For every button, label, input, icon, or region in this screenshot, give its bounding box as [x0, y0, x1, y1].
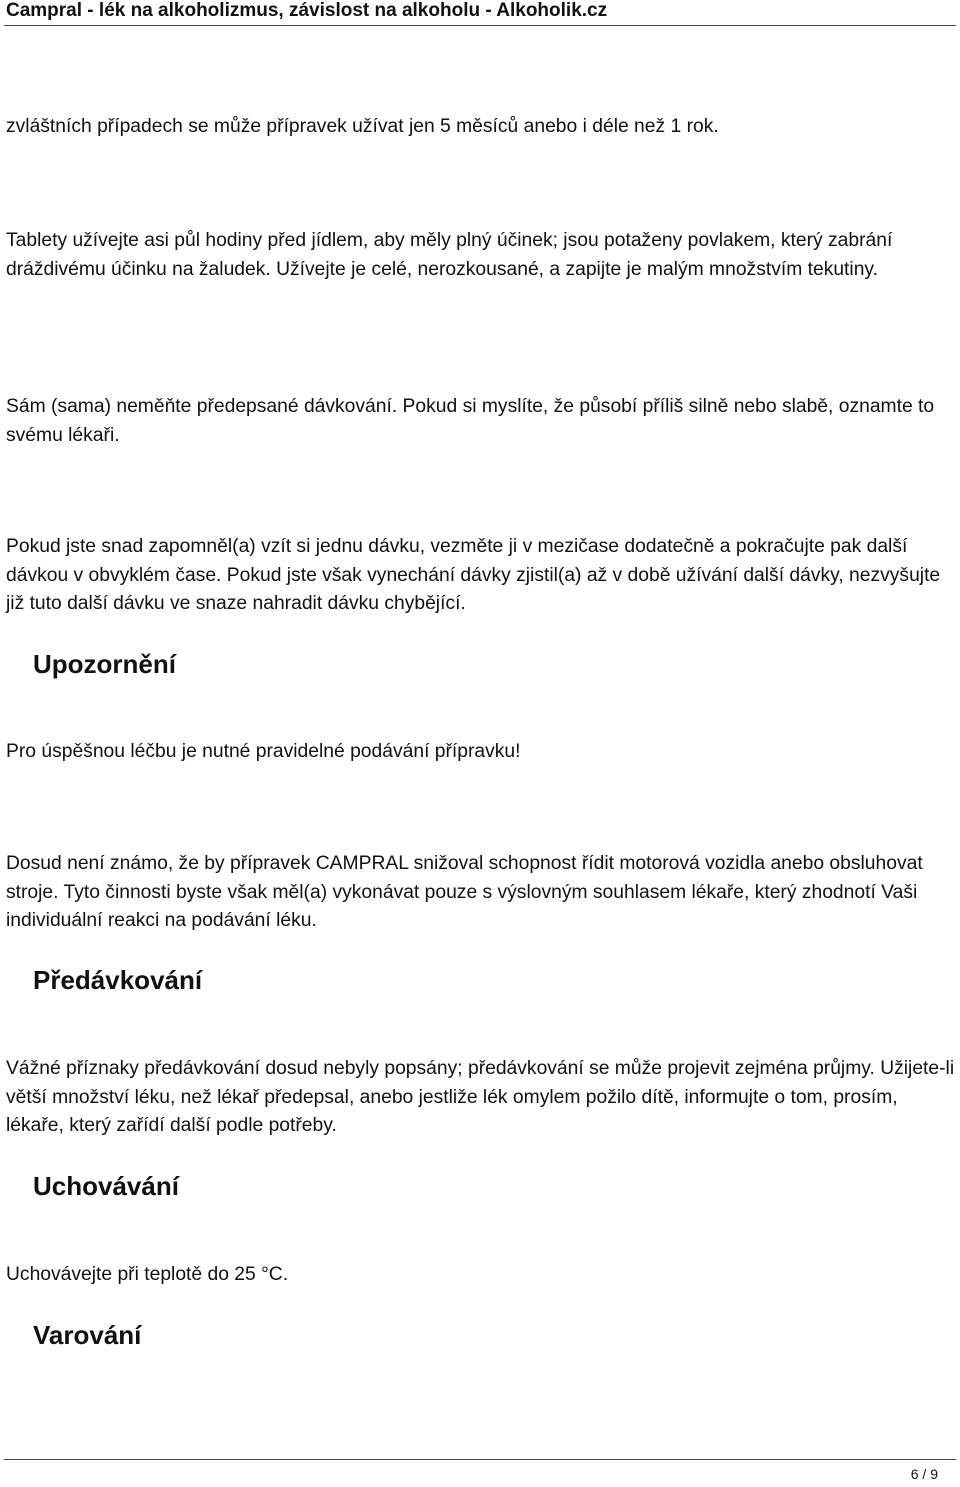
paragraph-storage: Uchovávejte při teplotě do 25 °C. — [6, 1264, 289, 1285]
paragraph-missed-dose: Pokud jste snad zapomněl(a) vzít si jednu dávku, vezměte ji v mezičase dodatečně a pokračujte pak další dávkou v obvyklém čase. Pokud jste však vynechání dávky zjistil(a) až v době užívání další dávky, nezvyšujte již tuto další dávku ve snaze nahradit dávku chybějící. — [6, 536, 941, 614]
paragraph-tablet-usage: Tablety užívejte asi půl hodiny před jídlem, aby měly plný účinek; jsou potaženy povlakem, který zabrání dráždivému účinku na žaludek. Užívejte je celé, nerozkousané, a zapijte je malým množstvím tekutiny. — [6, 230, 893, 280]
paragraph-dosage-change: Sám (sama) neměňte předepsané dávkování. Pokud si myslíte, že působí příliš silně nebo slabě, oznamte to svému lékaři. — [6, 396, 935, 446]
paragraph-overdose: Vážné příznaky předávkování dosud nebyly popsány; předávkování se může projevit zejména průjmy. Užijete-li větší množství léku, než lékař předepsal, anebo jestliže lék omylem požilo dítě, informujte o tom, prosím, lékaře, který zařídí další podle potřeby. — [6, 1058, 955, 1136]
paragraph-regular-use: Pro úspěšnou léčbu je nutné pravidelné podávání přípravku! — [6, 741, 521, 762]
heading-predavkovani: Předávkování — [33, 965, 203, 995]
page-number: 6 / 9 — [910, 1466, 938, 1482]
heading-varovani: Varování — [33, 1320, 142, 1350]
footer-divider — [4, 1459, 956, 1460]
document-header-title: Campral - lék na alkoholizmus, závislost na alkoholu - Alkoholik.cz — [6, 0, 608, 21]
heading-uchovavani: Uchovávání — [33, 1171, 179, 1201]
heading-upozorneni: Upozornění — [33, 649, 176, 679]
header-divider — [4, 25, 956, 26]
paragraph-duration: zvláštních případech se může přípravek užívat jen 5 měsíců anebo i déle než 1 rok. — [6, 116, 719, 137]
paragraph-driving: Dosud není známo, že by přípravek CAMPRAL snižoval schopnost řídit motorová vozidla anebo obsluhovat stroje. Tyto činnosti byste však měl(a) vykonávat pouze s výslovným souhlasem lékaře, který zhodnotí Vaši individuální reakci na podávání léku. — [6, 853, 923, 931]
